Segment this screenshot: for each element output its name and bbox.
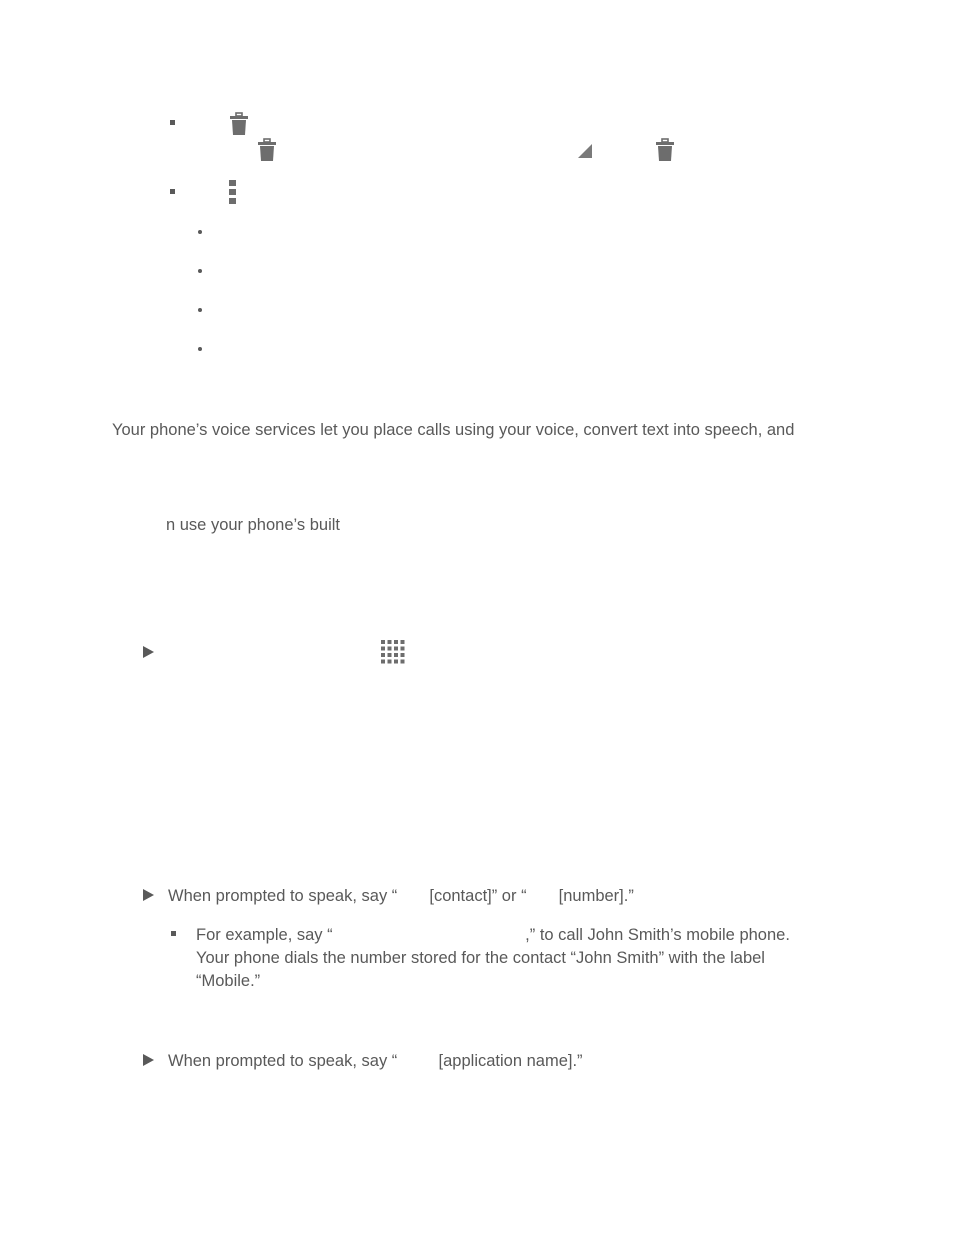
voice-services-intro: Your phone’s voice services let you place calls using your voice, convert text into speech, and bbox=[112, 421, 795, 439]
step-arrow bbox=[143, 646, 154, 658]
step-arrow bbox=[143, 1054, 154, 1066]
trash-icon bbox=[655, 138, 675, 162]
trash-icon bbox=[229, 112, 249, 136]
round-bullet bbox=[198, 308, 202, 312]
voice-services-partial-text: n use your phone’s built bbox=[166, 516, 340, 534]
round-bullet bbox=[198, 347, 202, 351]
square-bullet bbox=[170, 189, 175, 194]
round-bullet bbox=[198, 269, 202, 273]
more-options-icon bbox=[229, 180, 237, 205]
step-arrow bbox=[143, 889, 154, 901]
trash-icon bbox=[257, 138, 277, 162]
apps-grid-icon bbox=[381, 640, 405, 664]
corner-triangle-icon bbox=[577, 143, 593, 159]
voice-dial-example-line1: For example, say “ ,” to call John Smith’s mobile phone. bbox=[196, 926, 790, 944]
voice-dial-example-line3: “Mobile.” bbox=[196, 972, 261, 990]
square-bullet bbox=[170, 120, 175, 125]
round-bullet bbox=[198, 230, 202, 234]
voice-dial-step: When prompted to speak, say “ [contact]” or “ [number].” bbox=[168, 887, 634, 905]
square-bullet bbox=[171, 931, 176, 936]
open-app-step: When prompted to speak, say “ [application name].” bbox=[168, 1052, 583, 1070]
voice-dial-example-line2: Your phone dials the number stored for the contact “John Smith” with the label bbox=[196, 949, 765, 967]
